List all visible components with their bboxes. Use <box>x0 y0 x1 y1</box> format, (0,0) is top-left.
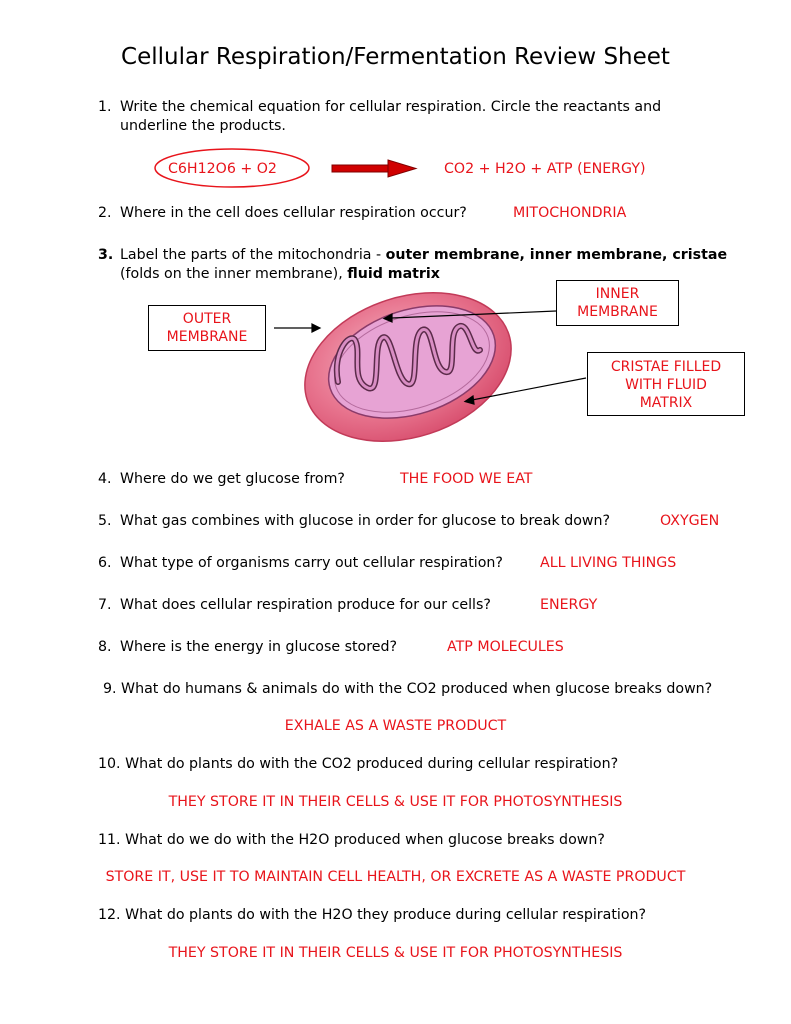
label-line: MEMBRANE <box>166 329 248 345</box>
outer-membrane-label <box>148 305 266 351</box>
question-4 <box>98 470 345 488</box>
answer-6: ALL LIVING THINGS <box>540 555 677 571</box>
question-number: 8. <box>98 639 112 655</box>
label-line: WITH FLUID <box>625 377 707 393</box>
answer-10: THEY STORE IT IN THEIR CELLS & USE IT FOR PHOTOSYNTHESIS <box>168 794 623 810</box>
reactants-circle <box>155 149 309 187</box>
question-8 <box>98 638 397 656</box>
question-text: What type of organisms carry out cellular respiration? <box>120 555 503 571</box>
label-line: OUTER <box>182 311 232 327</box>
question-text: Where in the cell does cellular respiration occur? <box>120 205 467 221</box>
question-text: Where is the energy in glucose stored? <box>120 639 398 655</box>
question-number: 1. <box>98 99 112 115</box>
answer-9: EXHALE AS A WASTE PRODUCT <box>284 718 507 734</box>
answer-2: MITOCHONDRIA <box>513 205 627 221</box>
question-9: 9. What do humans & animals do with the CO2 produced when glucose breaks down? <box>103 681 713 697</box>
question-10: 10. What do plants do with the CO2 produced during cellular respiration? <box>98 756 619 772</box>
reaction-arrow <box>332 160 416 177</box>
question-text: (folds on the inner membrane), <box>120 266 348 282</box>
cristae-label <box>587 352 745 416</box>
label-line: MEMBRANE <box>577 304 658 320</box>
question-bold-terms: fluid matrix <box>347 266 440 282</box>
question-text: Label the parts of the mitochondria - <box>120 247 386 263</box>
question-6 <box>98 554 503 572</box>
inner-membrane-label <box>556 280 679 326</box>
question-text: What does cellular respiration produce for our cells? <box>120 597 491 613</box>
answer-5: OXYGEN <box>660 513 720 529</box>
question-number: 5. <box>98 513 112 529</box>
answer-11: STORE IT, USE IT TO MAINTAIN CELL HEALTH, OR EXCRETE AS A WASTE PRODUCT <box>105 869 686 885</box>
answer-7: ENERGY <box>540 597 598 613</box>
mitochondrion-diagram <box>286 268 531 467</box>
question-number: 3. <box>98 247 114 263</box>
question-5 <box>98 512 610 530</box>
question-text: What gas combines with glucose in order for glucose to break down? <box>120 513 611 529</box>
question-number: 2. <box>98 205 112 221</box>
question-text: Write the chemical equation for cellular respiration. Circle the reactants and <box>120 99 662 115</box>
question-number: 4. <box>98 471 112 487</box>
label-line: CRISTAE FILLED <box>610 359 722 375</box>
answer-4: THE FOOD WE EAT <box>400 471 533 487</box>
page-title: Cellular Respiration/Fermentation Review Sheet <box>121 44 670 70</box>
answer-12: THEY STORE IT IN THEIR CELLS & USE IT FOR PHOTOSYNTHESIS <box>168 945 623 961</box>
question-text: Where do we get glucose from? <box>120 471 345 487</box>
question-number: 6. <box>98 555 112 571</box>
question-number: 7. <box>98 597 112 613</box>
question-12: 12. What do plants do with the H2O they produce during cellular respiration? <box>98 907 647 923</box>
label-line: INNER <box>595 286 640 302</box>
equation-products: CO2 + H2O + ATP (ENERGY) <box>444 161 646 177</box>
question-1-line2: underline the products. <box>120 118 286 134</box>
question-7 <box>98 596 491 614</box>
question-bold-terms: outer membrane, inner membrane, cristae <box>385 247 728 263</box>
equation-reactants: C6H12O6 + O2 <box>168 161 277 177</box>
label-line: MATRIX <box>639 395 693 411</box>
question-11: 11. What do we do with the H2O produced when glucose breaks down? <box>98 832 605 848</box>
answer-8: ATP MOLECULES <box>447 639 564 655</box>
